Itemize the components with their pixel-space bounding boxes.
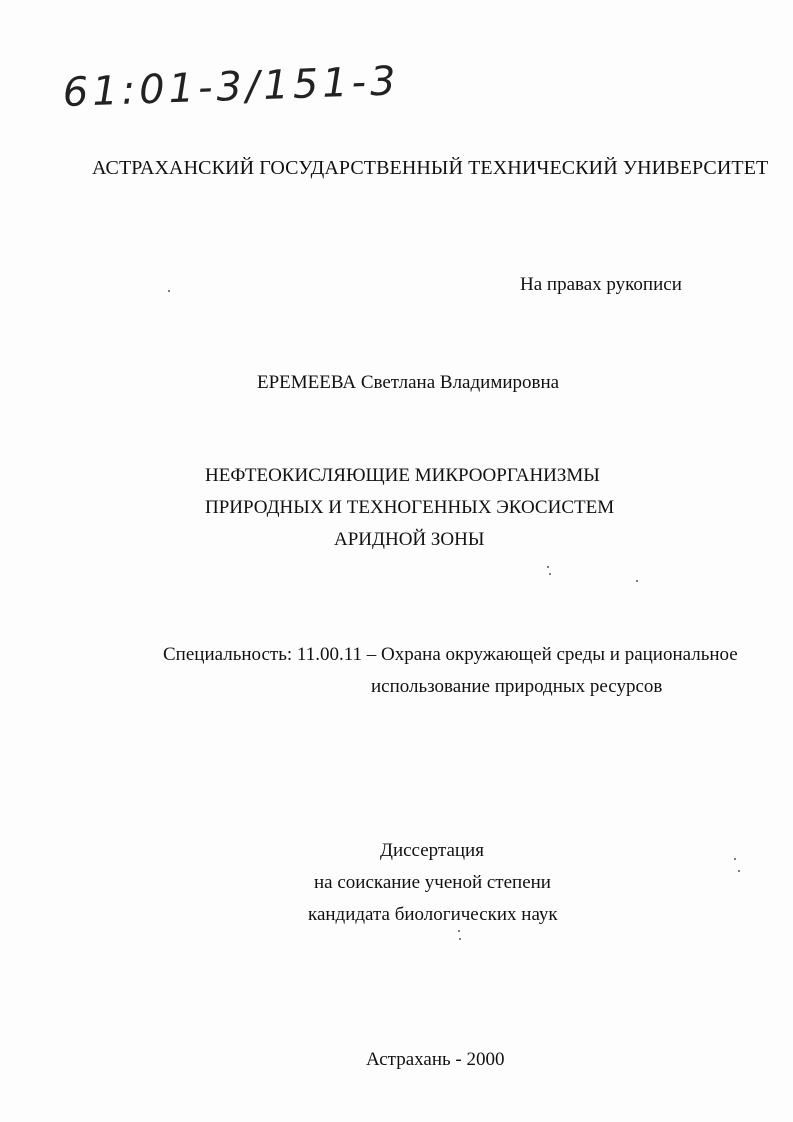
university-name: АСТРАХАНСКИЙ ГОСУДАРСТВЕННЫЙ ТЕХНИЧЕСКИЙ УНИВЕРСИТЕТ bbox=[92, 157, 769, 179]
thesis-title-line-2: ПРИРОДНЫХ И ТЕХНОГЕННЫХ ЭКОСИСТЕМ bbox=[205, 497, 615, 518]
scan-speck bbox=[459, 938, 461, 940]
scan-speck bbox=[734, 858, 736, 860]
scan-speck bbox=[168, 290, 170, 292]
scan-speck bbox=[458, 930, 460, 932]
scan-speck bbox=[547, 566, 549, 568]
specialty-line-1: Специальность: 11.00.11 – Охрана окружающей среды и рациональное bbox=[163, 644, 738, 665]
scan-speck bbox=[549, 573, 551, 575]
thesis-title-line-1: НЕФТЕОКИСЛЯЮЩИЕ МИКРООРГАНИЗМЫ bbox=[205, 465, 600, 486]
city-year: Астрахань - 2000 bbox=[366, 1049, 505, 1070]
dissertation-degree: кандидата биологических наук bbox=[308, 904, 558, 925]
author-name: ЕРЕМЕЕВА Светлана Владимировна bbox=[257, 372, 560, 393]
thesis-title-line-3: АРИДНОЙ ЗОНЫ bbox=[334, 529, 485, 550]
scan-speck bbox=[636, 580, 638, 582]
specialty-line-2: использование природных ресурсов bbox=[371, 676, 663, 697]
handwritten-library-code: 61:01-3/151-3 bbox=[62, 58, 401, 116]
dissertation-purpose: на соискание ученой степени bbox=[314, 872, 551, 893]
dissertation-type: Диссертация bbox=[380, 840, 484, 861]
scan-speck bbox=[738, 870, 740, 872]
manuscript-rights-note: На правах рукописи bbox=[520, 274, 682, 295]
